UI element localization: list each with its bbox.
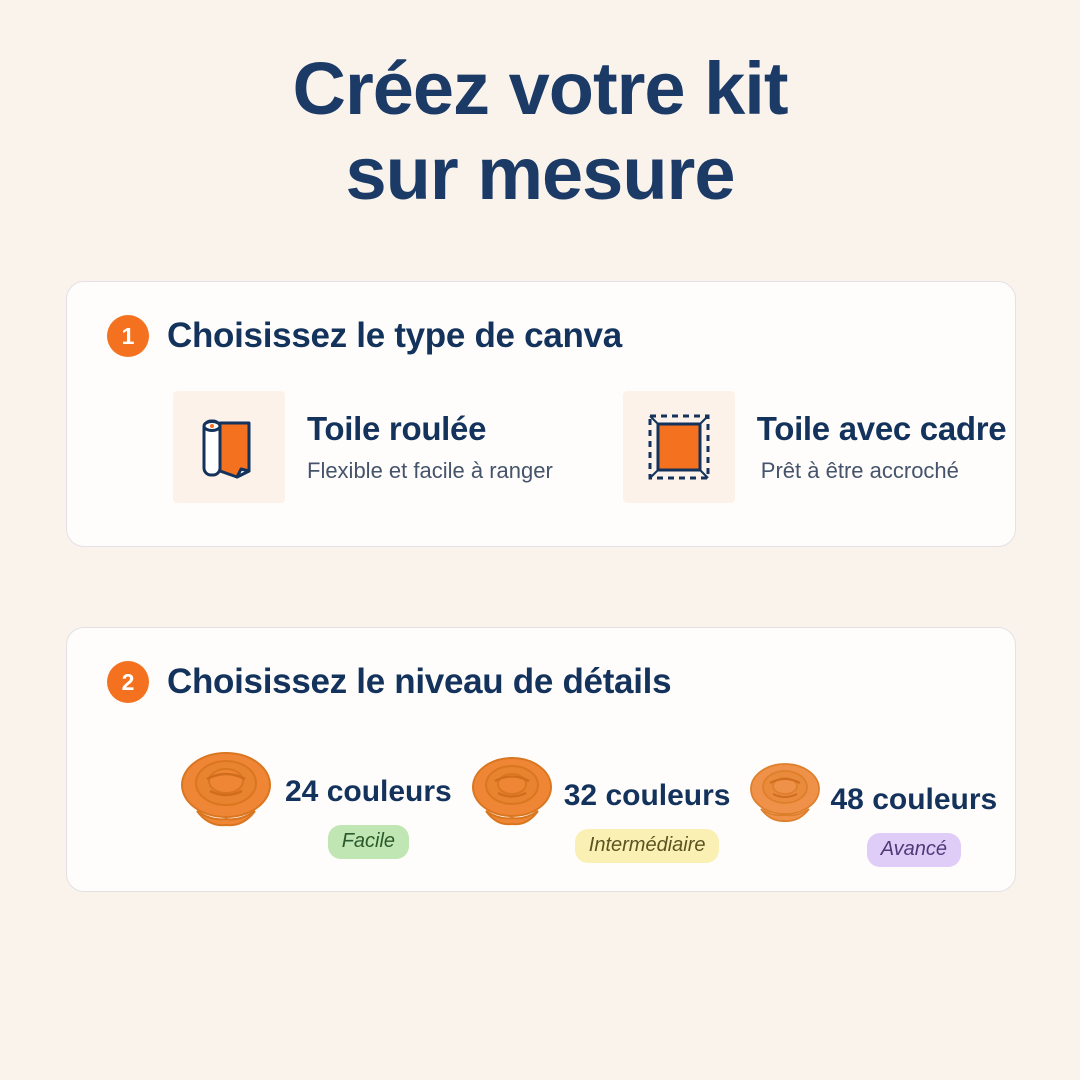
option-48-name: 48 couleurs: [830, 783, 998, 816]
option-32-name: 32 couleurs: [563, 779, 731, 812]
option-48-colors[interactable]: [739, 749, 998, 867]
option-24-name: 24 couleurs: [285, 775, 452, 808]
option-24-tag: Facile: [328, 825, 409, 859]
rose-icon: [167, 739, 285, 839]
option-rolled-canvas[interactable]: [173, 391, 553, 503]
rolled-canvas-thumb: [173, 391, 285, 503]
framed-canvas-icon: [638, 406, 720, 488]
option-32-colors[interactable]: [460, 743, 731, 863]
step-2-badge: 2: [107, 661, 149, 703]
rose-icon: [460, 743, 564, 839]
rolled-canvas-icon: [189, 407, 269, 487]
option-32-text: [564, 743, 731, 863]
step-2-header: [67, 628, 1015, 703]
option-24-text: [285, 739, 452, 859]
step-2-title: Choisissez le niveau de détails: [167, 662, 672, 701]
framed-canvas-text: [757, 410, 1007, 484]
framed-canvas-desc: Prêt à être accroché: [760, 458, 959, 483]
card-detail-level: [66, 627, 1016, 892]
page-title-line-1: Créez votre kit: [292, 47, 788, 130]
rolled-canvas-text: [307, 410, 553, 484]
step-1-header: [67, 282, 1015, 357]
option-48-text: [831, 749, 998, 867]
option-framed-canvas[interactable]: [623, 391, 1007, 503]
canvas-type-options: [67, 357, 1015, 503]
option-48-tag: Avancé: [867, 833, 961, 867]
framed-canvas-name: Toile avec cadre: [756, 410, 1007, 447]
detail-level-options: [67, 703, 1015, 867]
step-1-badge: 1: [107, 315, 149, 357]
framed-canvas-thumb: [623, 391, 735, 503]
option-32-tag: Intermédiaire: [575, 829, 720, 863]
rolled-canvas-desc: Flexible et facile à ranger: [307, 458, 553, 483]
option-24-colors[interactable]: [167, 739, 452, 859]
card-canvas-type: [66, 281, 1016, 547]
page-title: [0, 0, 1080, 216]
page-title-line-2: sur mesure: [345, 132, 735, 216]
rolled-canvas-name: Toile roulée: [307, 410, 487, 447]
rose-icon: [739, 749, 831, 833]
step-1-title: Choisissez le type de canva: [167, 316, 622, 355]
